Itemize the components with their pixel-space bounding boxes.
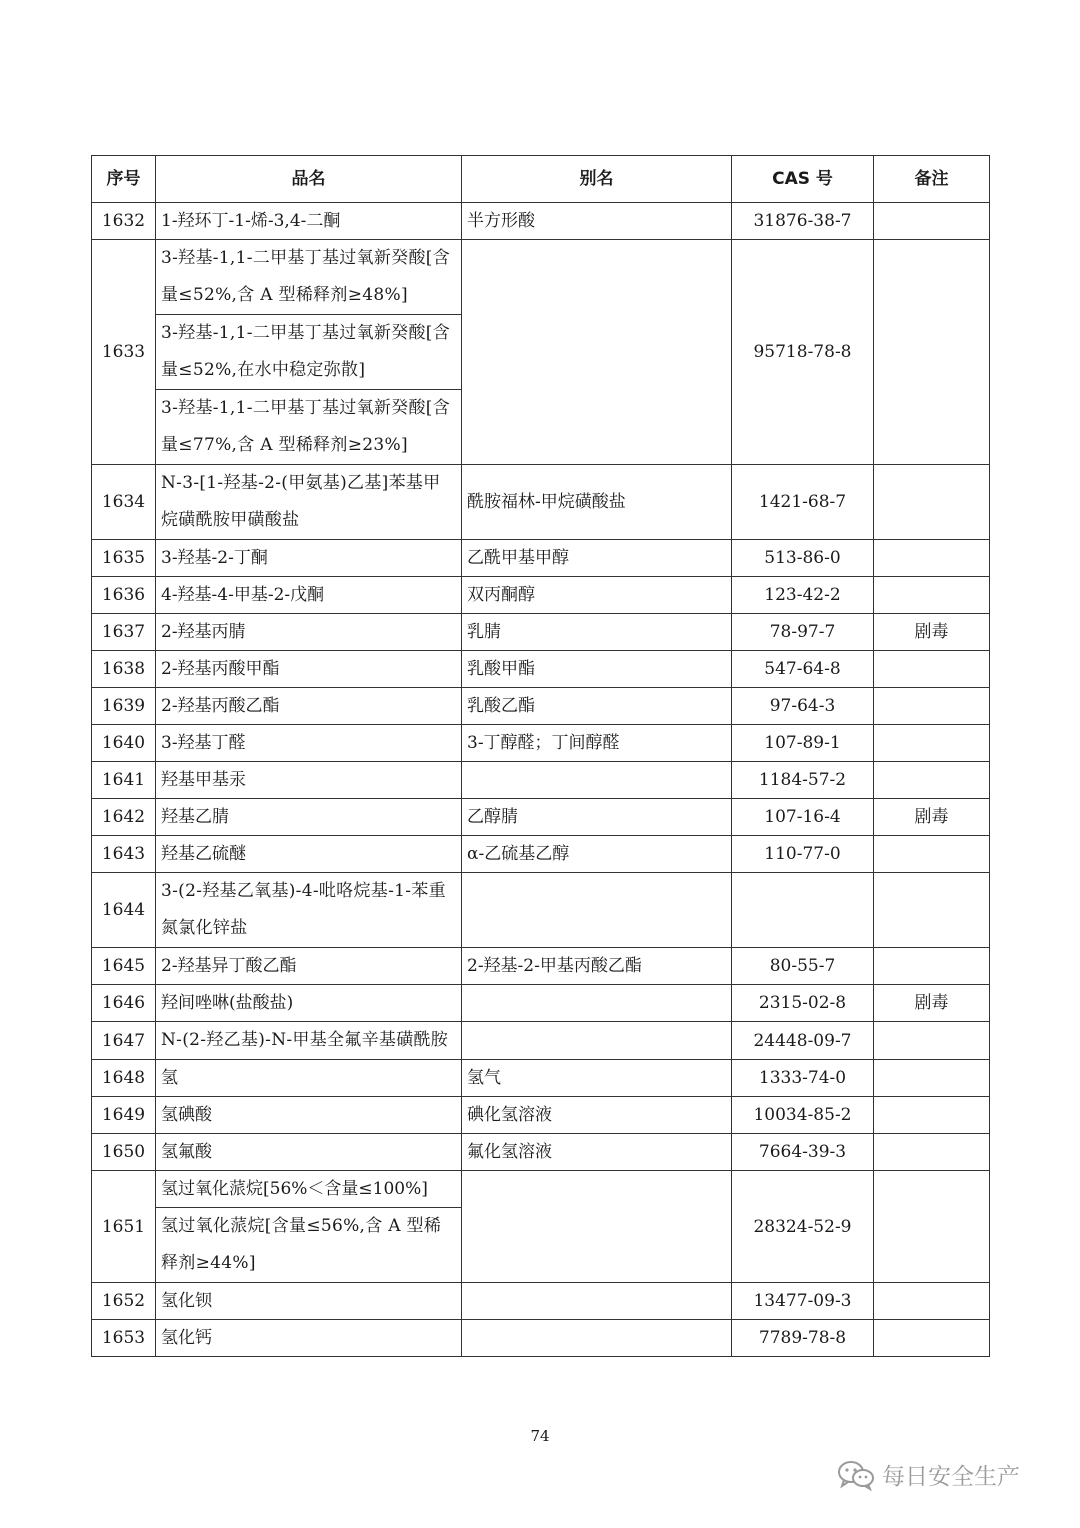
alias-cell: α-乙硫基乙醇 <box>462 836 732 873</box>
alias-cell: 乳酸乙酯 <box>462 688 732 725</box>
cas-cell: 13477-09-3 <box>732 1283 874 1320</box>
cas-cell: 2315-02-8 <box>732 985 874 1022</box>
note-cell <box>874 1134 990 1171</box>
table-header-row <box>92 156 990 203</box>
table-row <box>92 799 990 836</box>
name-cell: N-3-[1-羟基-2-(甲氨基)乙基]苯基甲烷磺酰胺甲磺酸盐 <box>156 465 462 540</box>
seq-cell: 1634 <box>92 465 156 540</box>
note-cell <box>874 203 990 240</box>
cas-cell: 28324-52-9 <box>732 1171 874 1283</box>
seq-cell: 1639 <box>92 688 156 725</box>
alias-cell: 2-羟基-2-甲基丙酸乙酯 <box>462 948 732 985</box>
note-cell <box>874 873 990 948</box>
cas-cell: 110-77-0 <box>732 836 874 873</box>
note-cell <box>874 1283 990 1320</box>
alias-cell <box>462 873 732 948</box>
alias-cell <box>462 762 732 799</box>
header-name: 品名 <box>156 156 462 203</box>
cas-cell: 97-64-3 <box>732 688 874 725</box>
alias-cell: 乳酸甲酯 <box>462 651 732 688</box>
cas-cell: 10034-85-2 <box>732 1097 874 1134</box>
cas-cell: 513-86-0 <box>732 540 874 577</box>
header-note: 备注 <box>874 156 990 203</box>
watermark <box>836 1458 1020 1491</box>
note-cell <box>874 688 990 725</box>
cas-cell: 95718-78-8 <box>732 240 874 465</box>
page-number: 74 <box>530 1427 550 1445</box>
note-cell <box>874 1097 990 1134</box>
name-cell: 4-羟基-4-甲基-2-戊酮 <box>156 577 462 614</box>
name-cell: 氢化钙 <box>156 1320 462 1357</box>
note-cell <box>874 762 990 799</box>
note-cell <box>874 725 990 762</box>
table-row <box>92 540 990 577</box>
alias-cell: 碘化氢溶液 <box>462 1097 732 1134</box>
seq-cell: 1633 <box>92 240 156 465</box>
name-cell: 羟间唑啉(盐酸盐) <box>156 985 462 1022</box>
table-row <box>92 1171 990 1208</box>
name-cell: 氢 <box>156 1060 462 1097</box>
seq-cell: 1643 <box>92 836 156 873</box>
note-cell <box>874 1320 990 1357</box>
table-row <box>92 651 990 688</box>
header-seq: 序号 <box>92 156 156 203</box>
seq-cell: 1637 <box>92 614 156 651</box>
note-cell <box>874 1060 990 1097</box>
seq-cell: 1640 <box>92 725 156 762</box>
note-cell <box>874 948 990 985</box>
table-row <box>92 1097 990 1134</box>
table-row <box>92 465 990 540</box>
name-cell: N-(2-羟乙基)-N-甲基全氟辛基磺酰胺 <box>156 1022 462 1060</box>
seq-cell: 1648 <box>92 1060 156 1097</box>
note-cell <box>874 540 990 577</box>
note-cell <box>874 1022 990 1060</box>
cas-cell: 107-16-4 <box>732 799 874 836</box>
seq-cell: 1632 <box>92 203 156 240</box>
note-cell <box>874 465 990 540</box>
alias-cell <box>462 1171 732 1283</box>
seq-cell: 1647 <box>92 1022 156 1060</box>
seq-cell: 1644 <box>92 873 156 948</box>
cas-cell: 547-64-8 <box>732 651 874 688</box>
cas-cell: 7789-78-8 <box>732 1320 874 1357</box>
name-cell: 3-羟基-1,1-二甲基丁基过氧新癸酸[含量≤77%,含 A 型稀释剂≥23%] <box>156 390 462 465</box>
alias-cell: 氢气 <box>462 1060 732 1097</box>
table-row <box>92 1134 990 1171</box>
cas-cell: 80-55-7 <box>732 948 874 985</box>
seq-cell: 1650 <box>92 1134 156 1171</box>
name-cell: 2-羟基丙酸甲酯 <box>156 651 462 688</box>
alias-cell: 酰胺福林-甲烷磺酸盐 <box>462 465 732 540</box>
note-cell: 剧毒 <box>874 985 990 1022</box>
chemicals-table <box>91 155 990 1357</box>
header-alias: 别名 <box>462 156 732 203</box>
seq-cell: 1652 <box>92 1283 156 1320</box>
alias-cell: 氟化氢溶液 <box>462 1134 732 1171</box>
alias-cell <box>462 240 732 465</box>
cas-cell: 123-42-2 <box>732 577 874 614</box>
cas-cell: 31876-38-7 <box>732 203 874 240</box>
name-cell: 羟基乙腈 <box>156 799 462 836</box>
name-cell: 2-羟基丙腈 <box>156 614 462 651</box>
seq-cell: 1638 <box>92 651 156 688</box>
alias-cell <box>462 1320 732 1357</box>
cas-cell: 1184-57-2 <box>732 762 874 799</box>
seq-cell: 1649 <box>92 1097 156 1134</box>
table-row <box>92 1283 990 1320</box>
table-row <box>92 688 990 725</box>
name-cell: 羟基甲基汞 <box>156 762 462 799</box>
seq-cell: 1653 <box>92 1320 156 1357</box>
alias-cell <box>462 1283 732 1320</box>
table-row <box>92 985 990 1022</box>
cas-cell: 7664-39-3 <box>732 1134 874 1171</box>
name-cell: 氢化钡 <box>156 1283 462 1320</box>
name-cell: 1-羟环丁-1-烯-3,4-二酮 <box>156 203 462 240</box>
table-row <box>92 240 990 315</box>
alias-cell: 乙酰甲基甲醇 <box>462 540 732 577</box>
seq-cell: 1651 <box>92 1171 156 1283</box>
cas-cell: 1421-68-7 <box>732 465 874 540</box>
cas-cell <box>732 873 874 948</box>
seq-cell: 1645 <box>92 948 156 985</box>
seq-cell: 1635 <box>92 540 156 577</box>
table-row <box>92 725 990 762</box>
seq-cell: 1636 <box>92 577 156 614</box>
table-row <box>92 948 990 985</box>
note-cell <box>874 577 990 614</box>
name-cell: 2-羟基丙酸乙酯 <box>156 688 462 725</box>
seq-cell: 1642 <box>92 799 156 836</box>
alias-cell: 乙醇腈 <box>462 799 732 836</box>
name-cell: 氢过氧化蒎烷[56%＜含量≤100%] <box>156 1171 462 1208</box>
note-cell <box>874 651 990 688</box>
watermark-text: 每日安全生产 <box>882 1464 1020 1490</box>
name-cell: 3-羟基丁醛 <box>156 725 462 762</box>
table-row <box>92 614 990 651</box>
table-row <box>92 873 990 948</box>
table-row <box>92 577 990 614</box>
cas-cell: 1333-74-0 <box>732 1060 874 1097</box>
cas-cell: 78-97-7 <box>732 614 874 651</box>
table-row <box>92 1022 990 1060</box>
name-cell: 羟基乙硫醚 <box>156 836 462 873</box>
name-cell: 3-羟基-1,1-二甲基丁基过氧新癸酸[含量≤52%,含 A 型稀释剂≥48%] <box>156 240 462 315</box>
table-row <box>92 762 990 799</box>
alias-cell: 乳腈 <box>462 614 732 651</box>
cas-cell: 107-89-1 <box>732 725 874 762</box>
name-cell: 氢碘酸 <box>156 1097 462 1134</box>
table-row <box>92 1320 990 1357</box>
alias-cell <box>462 1022 732 1060</box>
alias-cell: 3-丁醇醛；丁间醇醛 <box>462 725 732 762</box>
header-cas: CAS 号 <box>732 156 874 203</box>
seq-cell: 1646 <box>92 985 156 1022</box>
seq-cell: 1641 <box>92 762 156 799</box>
note-cell <box>874 1171 990 1283</box>
name-cell: 3-(2-羟基乙氧基)-4-吡咯烷基-1-苯重氮氯化锌盐 <box>156 873 462 948</box>
name-cell: 3-羟基-2-丁酮 <box>156 540 462 577</box>
name-cell: 氢过氧化蒎烷[含量≤56%,含 A 型稀释剂≥44%] <box>156 1208 462 1283</box>
alias-cell <box>462 985 732 1022</box>
note-cell: 剧毒 <box>874 799 990 836</box>
table-row <box>92 1060 990 1097</box>
note-cell: 剧毒 <box>874 614 990 651</box>
alias-cell: 半方形酸 <box>462 203 732 240</box>
name-cell: 2-羟基异丁酸乙酯 <box>156 948 462 985</box>
note-cell <box>874 240 990 465</box>
table-row <box>92 836 990 873</box>
wechat-icon <box>836 1459 876 1491</box>
table-row <box>92 203 990 240</box>
name-cell: 3-羟基-1,1-二甲基丁基过氧新癸酸[含量≤52%,在水中稳定弥散] <box>156 315 462 390</box>
name-cell: 氢氟酸 <box>156 1134 462 1171</box>
alias-cell: 双丙酮醇 <box>462 577 732 614</box>
note-cell <box>874 836 990 873</box>
cas-cell: 24448-09-7 <box>732 1022 874 1060</box>
